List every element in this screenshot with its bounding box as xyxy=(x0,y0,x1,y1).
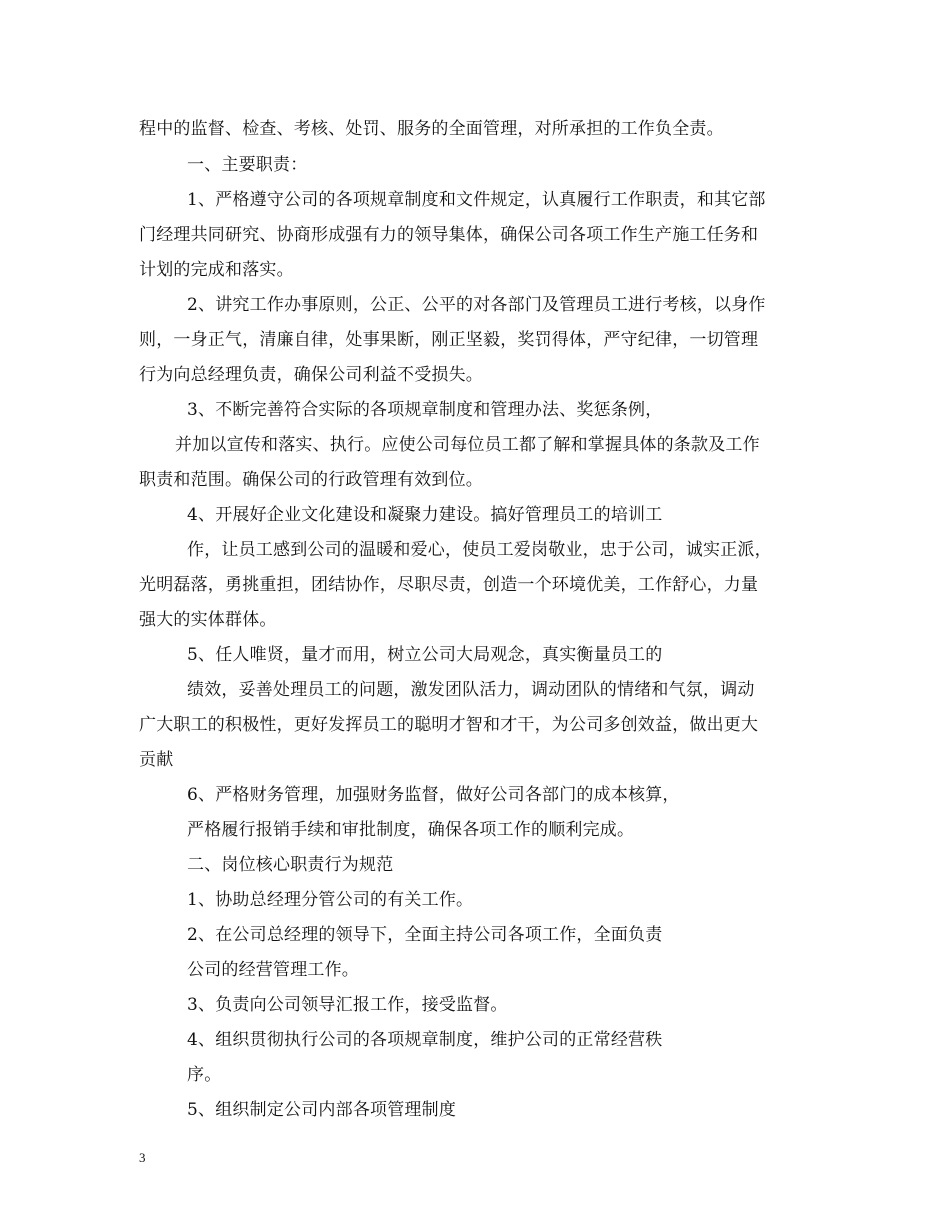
page-number: 3 xyxy=(139,1150,146,1165)
text-line: 5、任人唯贤，量才而用，树立公司大局观念，真实衡量员工的 xyxy=(187,645,663,665)
text-line: 程中的监督、检查、考核、处罚、服务的全面管理，对所承担的工作负全责。 xyxy=(139,119,724,139)
text-line: 4、组织贯彻执行公司的各项规章制度，维护公司的正常经营秩 xyxy=(187,1030,663,1050)
text-line: 公司的经营管理工作。 xyxy=(187,960,359,980)
text-line: 4、开展好企业文化建设和凝聚力建设。搞好管理员工的培训工 xyxy=(187,505,663,525)
text-line: 作，让员工感到公司的温暖和爱心，使员工爱岗敬业，忠于公司，诚实正派， xyxy=(187,540,772,560)
text-line: 5、组织制定公司内部各项管理制度 xyxy=(187,1100,457,1120)
text-line: 2、讲究工作办事原则，公正、公平的对各部门及管理员工进行考核，以身作 xyxy=(187,295,766,315)
section-heading: 一、主要职责： xyxy=(187,155,308,175)
text-line: 广大职工的积极性，更好发挥员工的聪明才智和才干，为公司多创效益，做出更大 xyxy=(139,715,759,735)
text-line: 贡献 xyxy=(139,750,174,770)
text-line: 职责和范围。确保公司的行政管理有效到位。 xyxy=(139,470,483,490)
text-line: 并加以宣传和落实、执行。应使公司每位员工都了解和掌握具体的条款及工作 xyxy=(175,435,760,455)
section-heading: 二、岗位核心职责行为规范 xyxy=(187,855,394,875)
text-line: 强大的实体群体。 xyxy=(139,610,277,630)
text-line: 则，一身正气，清廉自律，处事果断，刚正坚毅，奖罚得体，严守纪律，一切管理 xyxy=(139,330,759,350)
text-line: 2、在公司总经理的领导下，全面主持公司各项工作，全面负责 xyxy=(187,925,663,945)
text-line: 光明磊落，勇挑重担，团结协作，尽职尽责，创造一个环境优美，工作舒心，力量 xyxy=(139,575,759,595)
text-line: 行为向总经理负责，确保公司利益不受损失。 xyxy=(139,365,483,385)
text-line: 门经理共同研究、协商形成强有力的领导集体，确保公司各项工作生产施工任务和 xyxy=(139,225,759,245)
text-line: 3、不断完善符合实际的各项规章制度和管理办法、奖惩条例， xyxy=(187,400,663,420)
text-line: 严格履行报销手续和审批制度，确保各项工作的顺利完成。 xyxy=(187,820,635,840)
text-line: 计划的完成和落实。 xyxy=(139,260,294,280)
text-line: 1、严格遵守公司的各项规章制度和文件规定，认真履行工作职责，和其它部 xyxy=(187,190,766,210)
text-line: 序。 xyxy=(187,1065,222,1085)
text-line: 绩效，妥善处理员工的问题，激发团队活力，调动团队的情绪和气氛，调动 xyxy=(187,680,755,700)
text-line: 1、协助总经理分管公司的有关工作。 xyxy=(187,890,474,910)
text-line: 6、严格财务管理，加强财务监督，做好公司各部门的成本核算， xyxy=(187,785,680,805)
text-line: 3、负责向公司领导汇报工作，接受监督。 xyxy=(187,995,508,1015)
